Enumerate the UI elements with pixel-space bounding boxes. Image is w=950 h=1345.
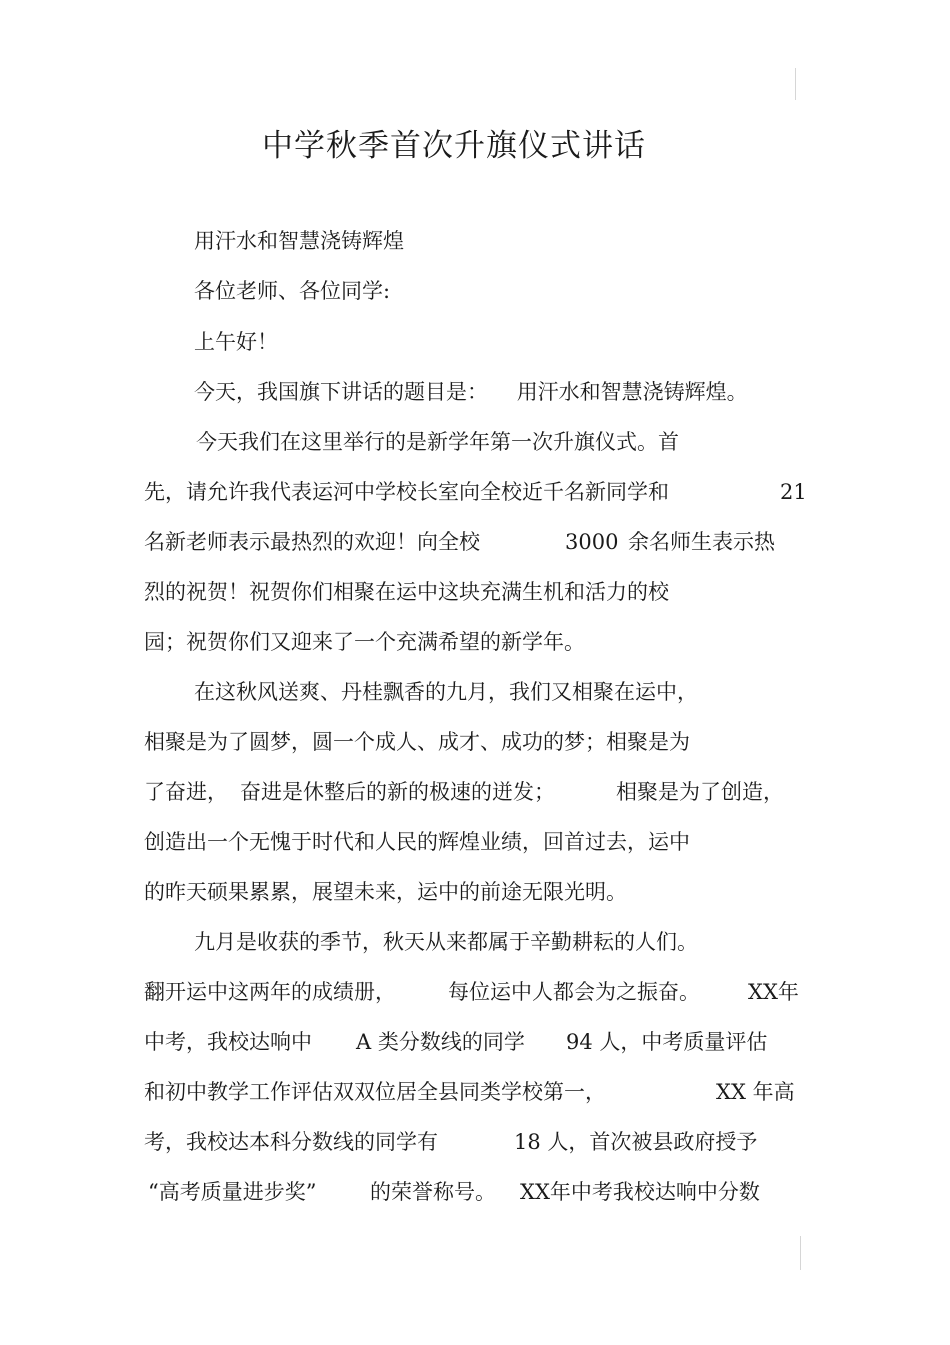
document-title: 中学秋季首次升旗仪式讲话 bbox=[262, 128, 646, 164]
page-margin-mark-top bbox=[795, 68, 796, 100]
paragraph-3-line: 奋进是休整后的新的极速的迸发； bbox=[240, 780, 555, 804]
paragraph-4-line: XX 年高 bbox=[716, 1080, 795, 1104]
paragraph-4-line: 中考，我校达响中 bbox=[144, 1030, 312, 1054]
paragraph-2-line: 先，请允许我代表运河中学校长室向全校近千名新同学和 bbox=[144, 480, 669, 504]
paragraph-4-line: A 类分数线的同学 bbox=[356, 1030, 525, 1054]
paragraph-4-line: 18 人，首次被县政府授予 bbox=[514, 1130, 758, 1154]
paragraph-2-number: 3000 bbox=[565, 530, 619, 554]
greeting-audience: 各位老师、各位同学: bbox=[194, 279, 391, 303]
paragraph-4-line: 每位运中人都会为之振奋。 bbox=[448, 980, 700, 1004]
paragraph-2-line: 今天我们在这里举行的是新学年第一次升旗仪式。首 bbox=[196, 430, 679, 454]
paragraph-1-line: 今天，我国旗下讲话的题目是： 用汗水和智慧浇铸辉煌。 bbox=[194, 380, 748, 404]
paragraph-4-line: 的荣誉称号。 bbox=[370, 1180, 496, 1204]
paragraph-2-line: 烈的祝贺！祝贺你们相聚在运中这块充满生机和活力的校 bbox=[144, 580, 669, 604]
paragraph-4-line: 考，我校达本科分数线的同学有 bbox=[144, 1130, 438, 1154]
paragraph-2-line: 名新老师表示最热烈的欢迎！向全校 bbox=[144, 530, 480, 554]
paragraph-3-line: 相聚是为了圆梦，圆一个成人、成才、成功的梦；相聚是为 bbox=[144, 730, 690, 754]
paragraph-4-line: XX年中考我校达响中分数 bbox=[520, 1180, 760, 1204]
paragraph-3-line: 相聚是为了创造， bbox=[616, 780, 784, 804]
paragraph-2-line: 余名师生表示热 bbox=[628, 530, 775, 554]
document-subtitle: 用汗水和智慧浇铸辉煌 bbox=[194, 229, 404, 253]
paragraph-4-line: 和初中教学工作评估双双位居全县同类学校第一， bbox=[144, 1080, 606, 1104]
page-margin-mark-bottom bbox=[800, 1236, 801, 1270]
paragraph-4-line: XX年 bbox=[748, 980, 799, 1004]
greeting-morning: 上午好！ bbox=[194, 330, 278, 354]
paragraph-2-line: 园；祝贺你们又迎来了一个充满希望的新学年。 bbox=[144, 630, 585, 654]
paragraph-4-line: 九月是收获的季节，秋天从来都属于辛勤耕耘的人们。 bbox=[194, 930, 698, 954]
paragraph-4-line: “高考质量进步奖” bbox=[148, 1180, 317, 1204]
paragraph-4-line: 94 人，中考质量评估 bbox=[566, 1030, 768, 1054]
paragraph-3-line: 了奋进， bbox=[144, 780, 228, 804]
paragraph-2-number: 21 bbox=[780, 480, 807, 504]
paragraph-4-line: 翻开运中这两年的成绩册， bbox=[144, 980, 396, 1004]
paragraph-3-line: 在这秋风送爽、丹桂飘香的九月，我们又相聚在运中， bbox=[194, 680, 698, 704]
paragraph-3-line: 创造出一个无愧于时代和人民的辉煌业绩，回首过去，运中 bbox=[144, 830, 690, 854]
paragraph-3-line: 的昨天硕果累累，展望未来，运中的前途无限光明。 bbox=[144, 880, 627, 904]
